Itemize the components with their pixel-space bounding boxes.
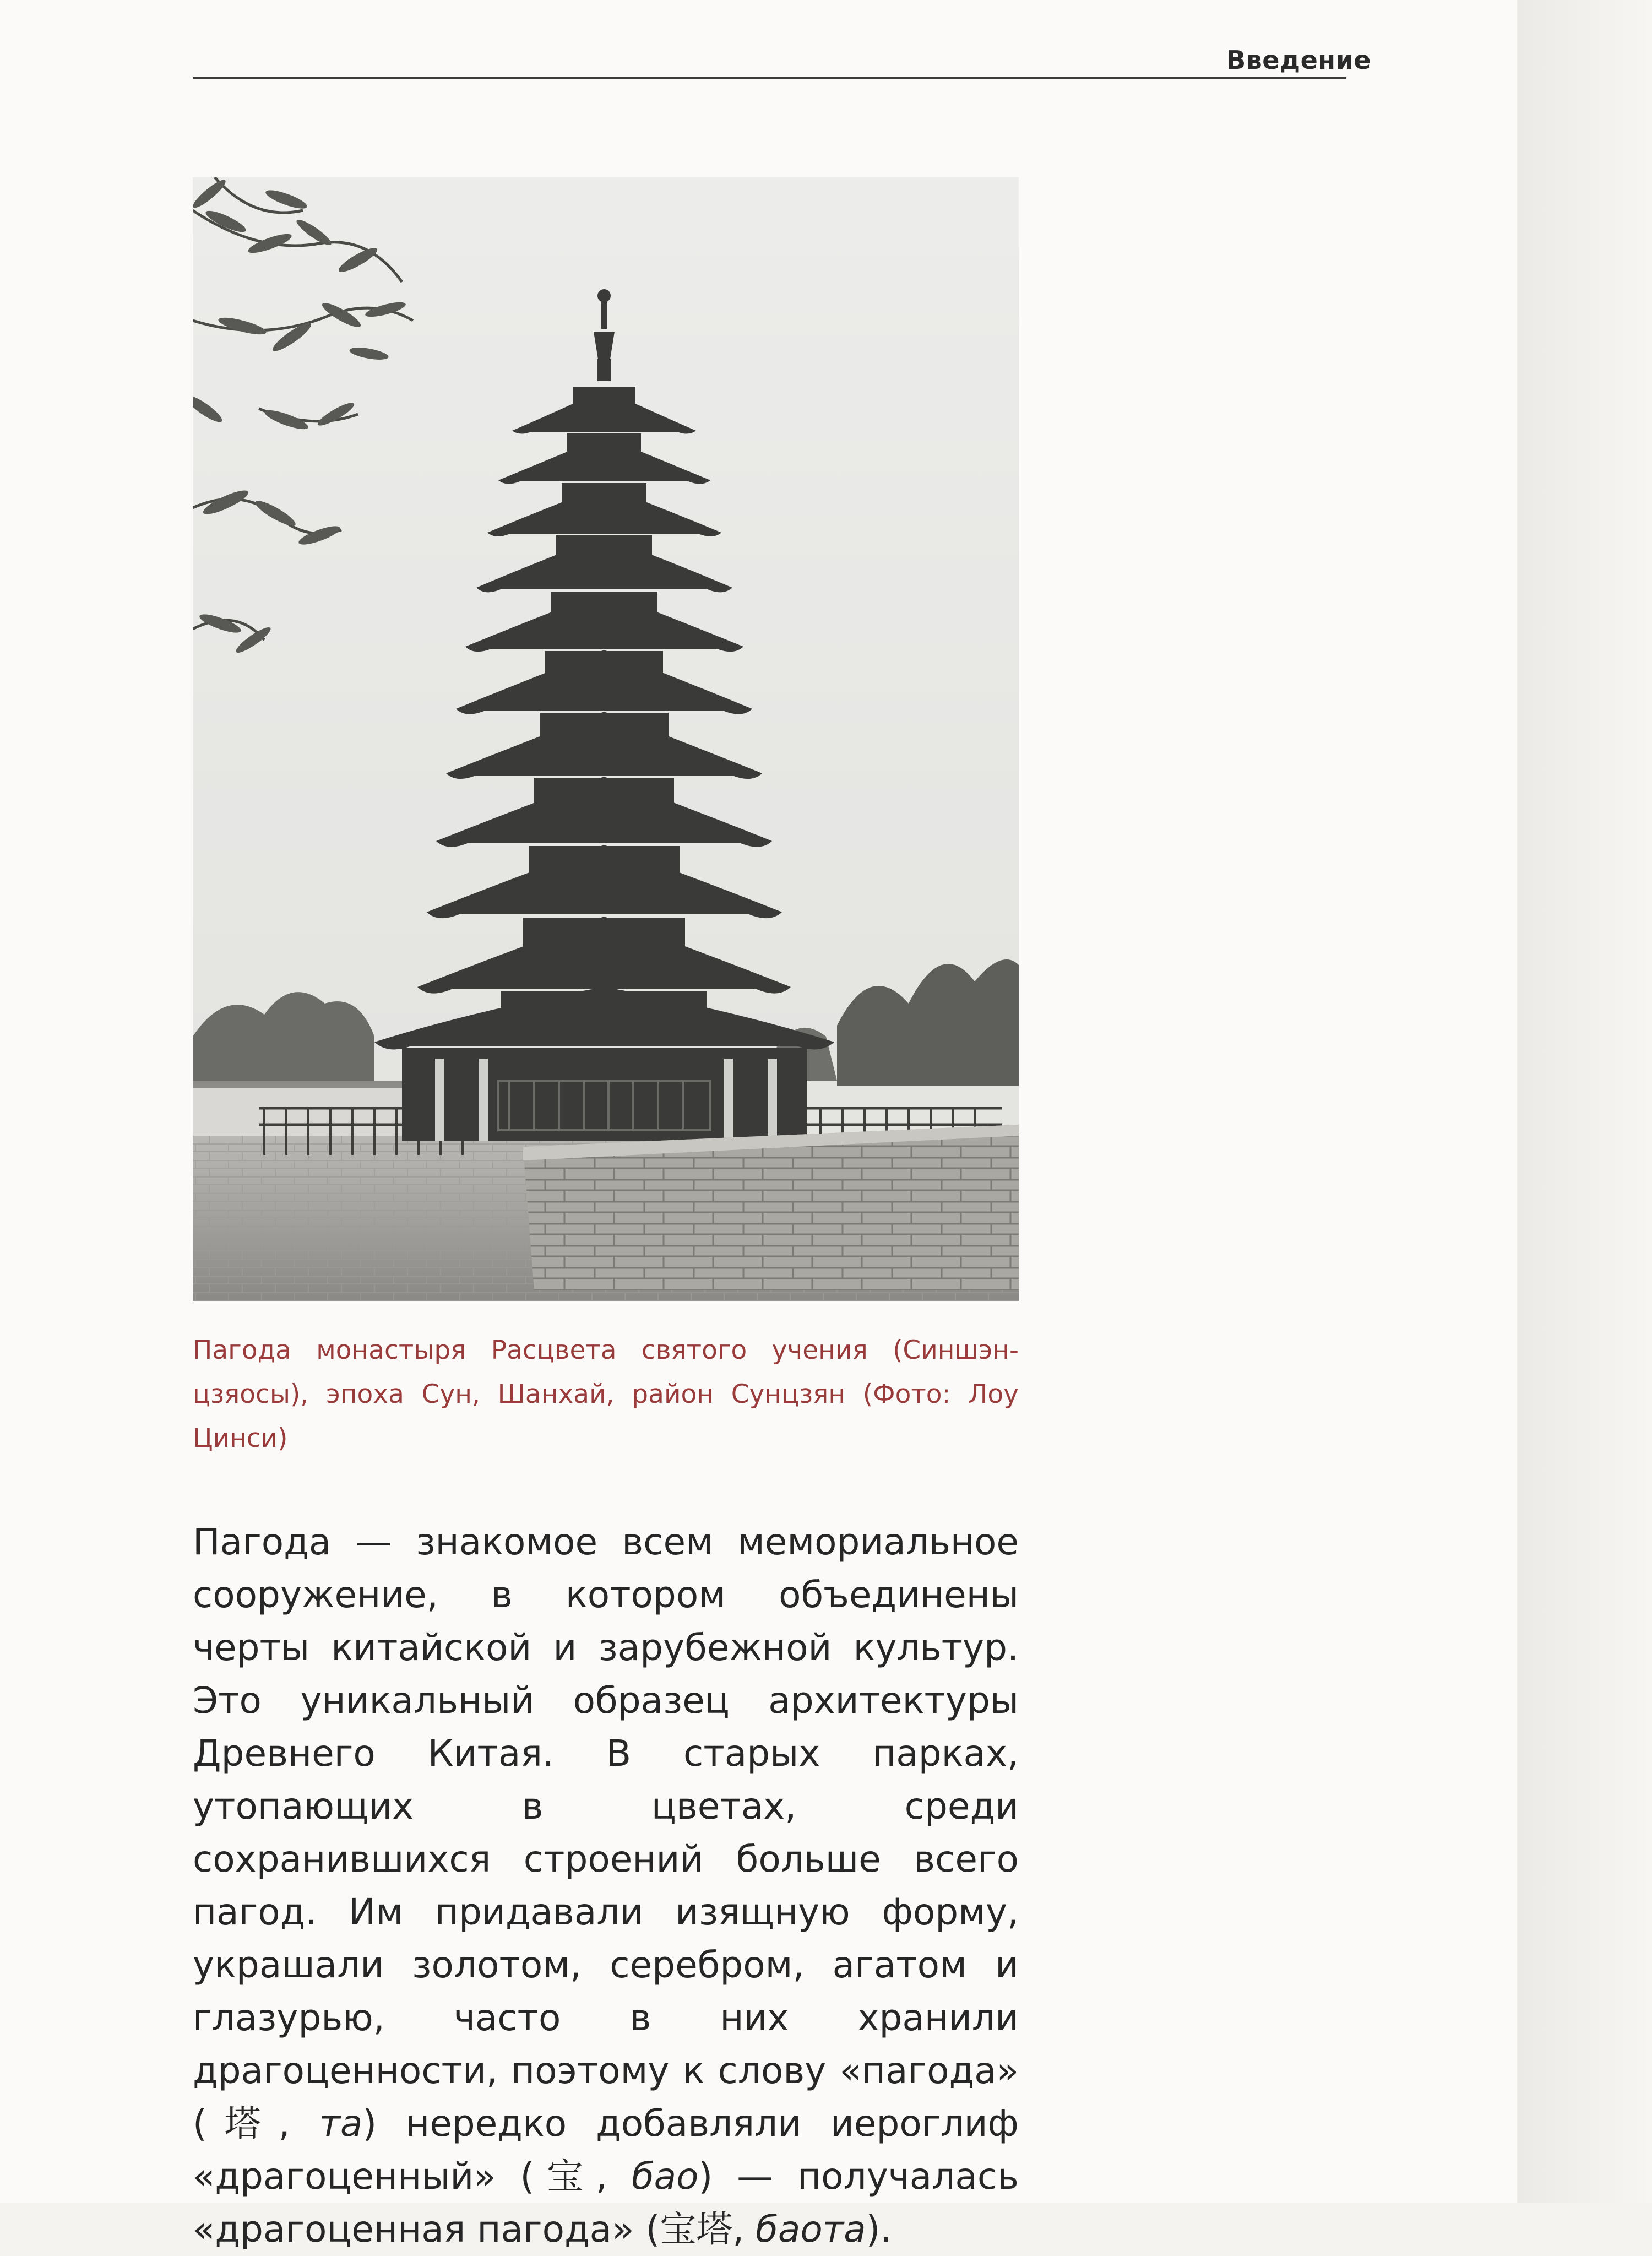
- pinyin-bao: бао: [631, 2155, 699, 2198]
- hanzi-baota: 宝塔: [660, 2208, 733, 2250]
- figure-caption: Пагода монастыря Расцвета святого учения (Синшэн-цзяосы), эпоха Сун, Шанхай, район Сунцзян (Фото: Лоу Цинси): [193, 1335, 1019, 1454]
- body-text-part: Пагода — знакомое всем мемориальное сооружение, в котором объединены черты китайской и зарубежной культур. Это уникальный образец архитектуры Древнего Китая. В старых парках, утопающих в цветах, среди сохранившихся строений больше всего пагод. Им придавали изящную форму, украшали золотом, серебром, агатом и глазурью, часто в них хранили драгоценности, поэтому к слову «пагода» (: [193, 1521, 1019, 2145]
- pagoda-illustration: [193, 177, 1019, 1301]
- hanzi-ta: 塔: [206, 2102, 279, 2145]
- body-text-part: ) — получалась «драгоценная пагода» (: [193, 2155, 1019, 2250]
- body-separator: ,: [596, 2155, 632, 2198]
- running-head: Введение: [1226, 45, 1371, 75]
- hanzi-bao: 宝: [534, 2155, 596, 2198]
- page-edge: [1517, 0, 1652, 2203]
- pinyin-baota: баота: [756, 2208, 866, 2250]
- header-rule: [193, 77, 1346, 79]
- pagoda-photo: [193, 177, 1019, 1301]
- pinyin-ta: та: [319, 2102, 363, 2145]
- body-text-part: ).: [866, 2208, 892, 2250]
- body-text-part: ) нередко добавляли иероглиф «драгоценный» (: [193, 2102, 1019, 2198]
- body-separator: ,: [278, 2102, 319, 2145]
- body-separator: ,: [732, 2208, 756, 2250]
- body-paragraph: [193, 1516, 1019, 2256]
